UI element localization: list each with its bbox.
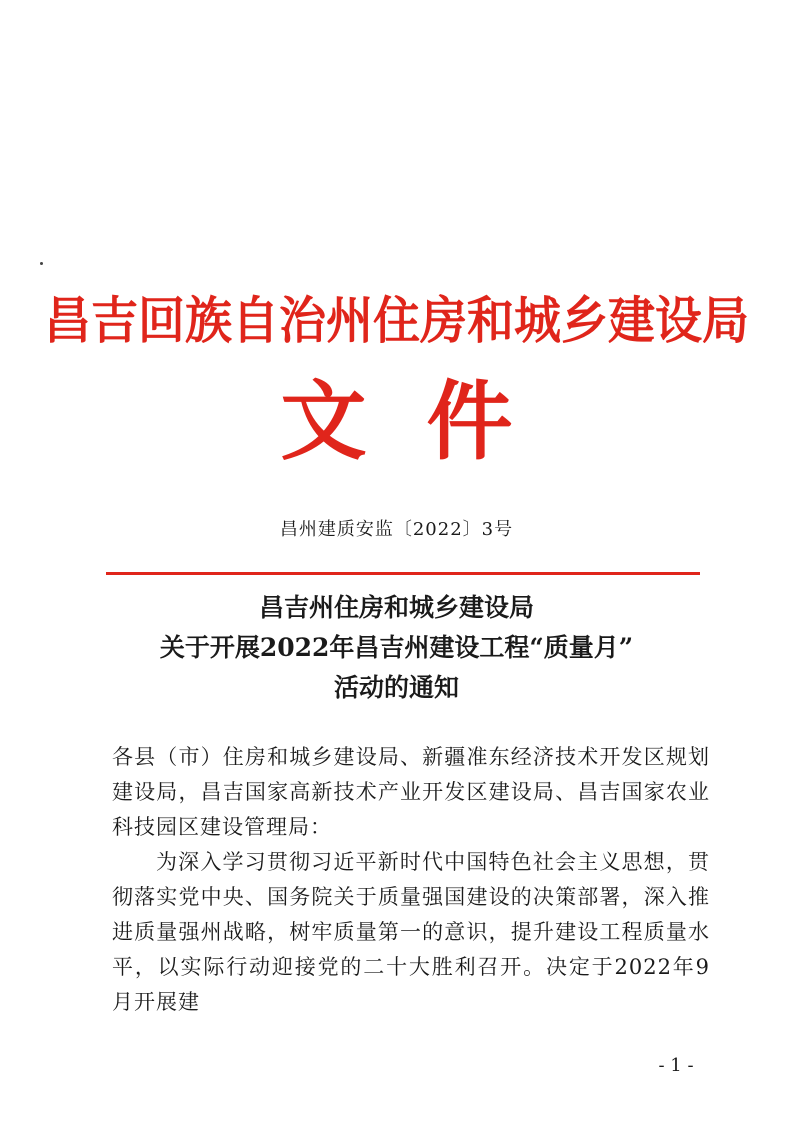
body-paragraph-1: 为深入学习贯彻习近平新时代中国特色社会主义思想，贯彻落实党中央、国务院关于质量强国建设的决策部署，深入推进质量强州战略，树牢质量第一的意识，提升建设工程质量水平，以实际行动迎接党的二十大胜利召开。决定于2022年9月开展建	[112, 850, 710, 1014]
document-number: 昌州建质安监〔2022〕3号	[279, 519, 514, 540]
title-line-3: 活动的通知	[333, 673, 459, 702]
title-line-1: 昌吉州住房和城乡建设局	[258, 593, 534, 622]
title-line-2: 关于开展2022年昌吉州建设工程“质量月”	[159, 633, 634, 662]
addressee-paragraph: 各县（市）住房和城乡建设局、新疆准东经济技术开发区规划建设局，昌吉国家高新技术产业开发区建设局、昌吉国家农业科技园区建设管理局：	[112, 745, 710, 839]
notice-body	[112, 740, 710, 1020]
document-type-heading: 文件	[280, 372, 573, 472]
scan-speck	[40, 262, 43, 265]
notice-title	[0, 588, 793, 708]
red-separator-line	[106, 572, 700, 575]
page-number: - 1 -	[658, 1055, 694, 1076]
issuing-organization-header: 昌吉回族自治州住房和城乡建设局	[44, 291, 749, 352]
